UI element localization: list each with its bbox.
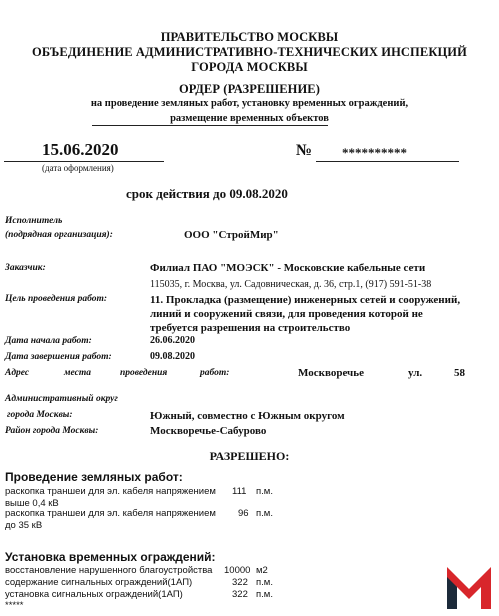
issue-date-underline [4, 161, 164, 162]
earthworks-item-1-unit: п.м. [256, 486, 273, 497]
end-date-label: Дата завершения работ: [5, 352, 112, 362]
customer-address: 115035, г. Москва, ул. Садовническая, д. 36, стр.1, (917) 591-51-38 [150, 279, 432, 290]
goal-line-2: линий и сооружений связи, для проведения которой не [150, 308, 423, 320]
fences-item-1-unit: м2 [256, 565, 268, 576]
fences-item-3-qty: 322 [232, 589, 248, 600]
address-area: Москворечье [298, 367, 364, 379]
header-line-1: ПРАВИТЕЛЬСТВО МОСКВЫ [160, 30, 339, 44]
order-title: ОРДЕР (РАЗРЕШЕНИЕ) [178, 82, 320, 96]
start-date-label: Дата начала работ: [5, 336, 92, 346]
address-word-2: места [64, 368, 91, 378]
header-line-2: ОБЪЕДИНЕНИЕ АДМИНИСТРАТИВНО-ТЕХНИЧЕСКИХ ИНСПЕКЦИЙ [32, 45, 467, 59]
validity-date: 09.08.2020 [229, 186, 288, 201]
customer-label: Заказчик: [5, 263, 46, 273]
validity-label: срок действия до [126, 186, 227, 201]
address-word-4: работ: [200, 368, 230, 378]
address-word-3: проведения [120, 368, 168, 378]
earthworks-item-1-text1: раскопка траншеи для эл. кабеля напряжением [5, 486, 216, 497]
goal-label: Цель проведения работ: [5, 294, 108, 304]
permitted-heading: РАЗРЕШЕНО: [209, 449, 290, 463]
fences-item-2-qty: 322 [232, 577, 248, 588]
order-purpose-line-1: на проведение земляных работ, установку временных ограждений, [90, 98, 409, 109]
m-logo-icon [443, 563, 495, 611]
purpose-underline [92, 125, 328, 126]
fences-tail: ***** [5, 600, 24, 611]
fences-item-3-text: установка сигнальных ограждений(1АП) [5, 589, 183, 600]
end-date-value: 09.08.2020 [150, 351, 195, 362]
fences-item-2-unit: п.м. [256, 577, 273, 588]
issue-date: 15.06.2020 [42, 140, 119, 159]
issue-date-caption: (дата оформления) [42, 163, 114, 173]
validity [126, 186, 288, 202]
okrug-label-2: города Москвы: [7, 410, 73, 420]
address-word-1: Адрес [5, 368, 30, 378]
earthworks-item-2-unit: п.м. [256, 508, 273, 519]
okrug-value: Южный, совместно с Южным округом [150, 410, 345, 422]
order-number: ********** [342, 145, 407, 160]
earthworks-item-2-text1: раскопка траншеи для эл. кабеля напряжением [5, 508, 216, 519]
rayon-label: Район города Москвы: [5, 426, 99, 436]
earthworks-item-2-text2: до 35 кВ [5, 520, 43, 531]
order-number-underline [316, 161, 459, 162]
fences-item-2-text: содержание сигнальных ограждений(1АП) [5, 577, 193, 588]
start-date-value: 26.06.2020 [150, 335, 195, 346]
rayon-value: Москворечье-Сабурово [150, 425, 267, 437]
address-house: 58 [454, 367, 465, 379]
fences-item-1-qty: 10000 [224, 565, 251, 576]
earthworks-title: Проведение земляных работ: [5, 470, 183, 484]
order-purpose-line-2: размещение временных объектов [170, 113, 329, 124]
fences-item-3-unit: п.м. [256, 589, 273, 600]
earthworks-item-2-qty: 96 [238, 508, 249, 519]
earthworks-item-1-qty: 111 [232, 486, 247, 497]
m-logo-svg [443, 563, 495, 611]
earthworks-item-1-text2: выше 0,4 кВ [5, 498, 59, 509]
contractor-value: ООО "СтройМир" [184, 229, 279, 241]
goal-line-1: 11. Прокладка (размещение) инженерных сетей и сооружений, [150, 294, 461, 306]
customer-name: Филиал ПАО "МОЭСК" - Московские кабельные сети [150, 262, 426, 274]
goal-line-3: требуется разрешения на строительство [150, 322, 351, 334]
okrug-label-1: Административный округ [5, 394, 118, 404]
number-sign: № [296, 142, 313, 159]
fences-item-1-text: восстановление нарушенного благоустройства [5, 565, 213, 576]
header-line-3: ГОРОДА МОСКВЫ [191, 60, 308, 74]
contractor-label-1: Исполнитель [5, 216, 63, 226]
address-street-abbr: ул. [408, 367, 423, 379]
fences-title: Установка временных ограждений: [5, 550, 216, 564]
contractor-label-2: (подрядная организация): [5, 230, 113, 240]
